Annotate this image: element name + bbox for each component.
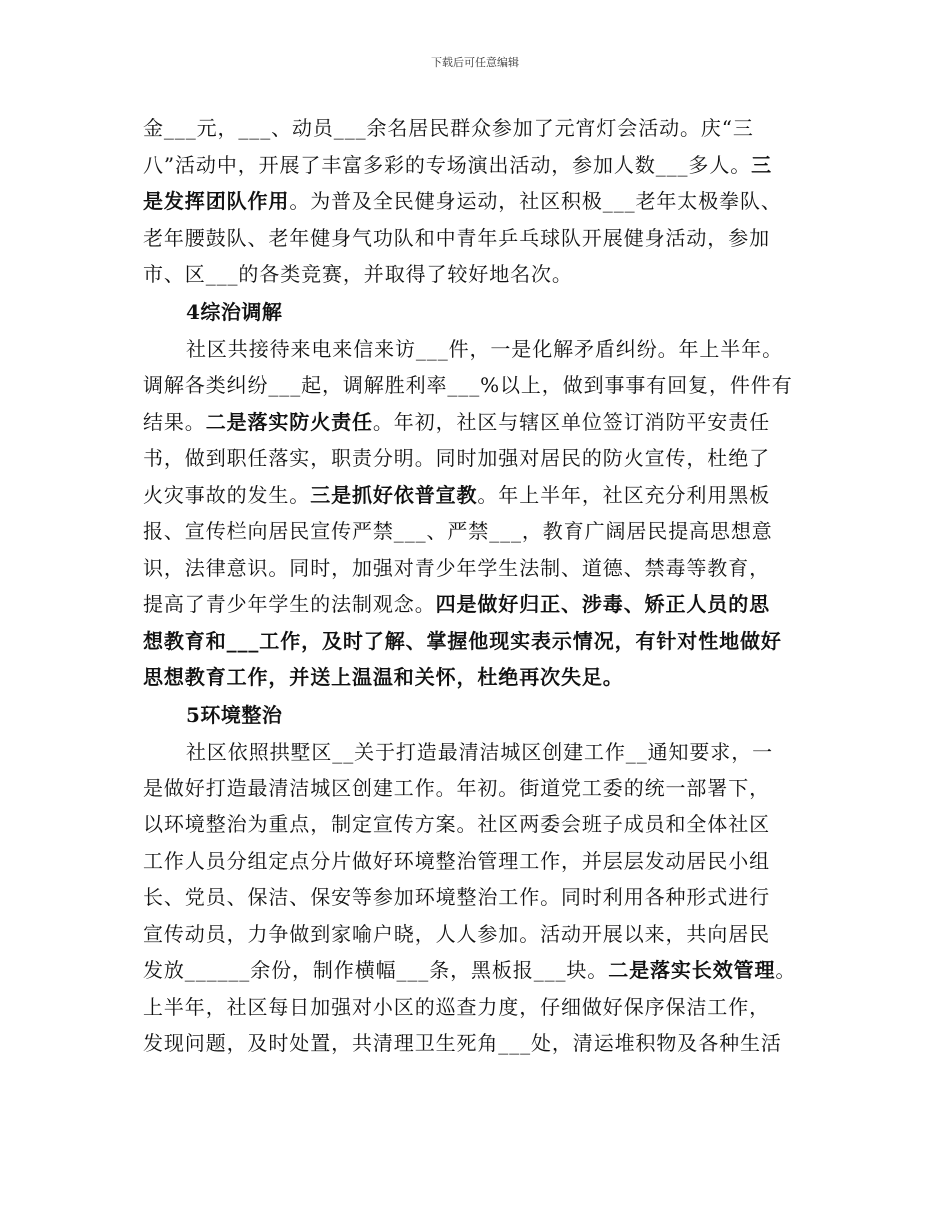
text-segment: 。年初，社区与辖区单位签订消防平安责任 [372, 410, 771, 434]
text-line [143, 116, 754, 140]
text-line [143, 776, 770, 800]
text-line [143, 519, 773, 543]
text-segment: 长、党员、保洁、保安等参加环境整治工作。同时利用各种形式进行 [143, 885, 770, 909]
text-line [143, 446, 770, 470]
text-segment: 市、区___的各类竞赛，并取得了较好地名次。 [143, 262, 573, 286]
text-segment: 金___元，___、动员___余名居民群众参加了元宵灯会活动。庆“三 [143, 116, 754, 140]
text-line [143, 226, 770, 250]
text-line [143, 373, 793, 397]
text-line [143, 629, 782, 653]
text-line [143, 262, 573, 286]
text-segment: 老年腰鼓队、老年健身气功队和中青年乒乓球队开展健身活动，参加 [143, 226, 770, 250]
text-segment: 结果。 [143, 410, 206, 434]
text-line [143, 153, 772, 177]
text-segment: 。 [775, 958, 797, 982]
text-segment: 报、宣传栏向居民宣传严禁___、严禁___，教育广阔居民提高思想意 [143, 519, 773, 543]
section-heading [186, 300, 282, 324]
section-heading [186, 703, 282, 727]
text-line [143, 592, 770, 616]
bold-text: 是发挥团队作用 [143, 189, 290, 213]
text-segment: 调解各类纠纷___起，调解胜利率___%以上，做到事事有回复，件件有 [143, 373, 793, 397]
text-line [143, 995, 770, 1019]
text-line [143, 1031, 782, 1055]
text-line [143, 189, 782, 213]
text-segment: 工作人员分组定点分片做好环境整治管理工作，并层层发动居民小组 [143, 849, 770, 873]
text-segment: 以环境整治为重点，制定宣传方案。社区两委会班子成员和全体社区 [143, 812, 770, 836]
text-segment: 识，法律意识。同时，加强对青少年学生法制、道德、禁毒等教育， [143, 556, 770, 580]
text-segment: 是做好打造最清洁城区创建工作。年初。街道党工委的统一部署下， [143, 776, 770, 800]
text-line [143, 922, 770, 946]
text-line [143, 483, 770, 507]
bold-text: 4综治调解 [186, 300, 283, 324]
text-segment: 社区依照拱墅区__关于打造最清洁城区创建工作__通知要求，一 [186, 740, 773, 764]
bold-text: 二是落实防火责任 [205, 410, 373, 434]
text-segment: 书，做到职任落实，职责分明。同时加强对居民的防火宣传，杜绝了 [143, 446, 770, 470]
bold-text: 5环境整治 [186, 703, 283, 727]
page-header: 下载后可任意编辑 [431, 56, 519, 69]
text-line [186, 740, 773, 764]
text-line [186, 337, 783, 361]
text-segment: 社区共接待来电来信来访___件，一是化解矛盾纠纷。年上半年。 [186, 337, 783, 361]
bold-text: 思想教育工作，并送上温温和关怀，杜绝再次失足。 [143, 665, 624, 689]
text-line [143, 958, 796, 982]
text-segment: 上半年，社区每日加强对小区的巡查力度，仔细做好保序保洁工作， [143, 995, 770, 1019]
text-segment: 八”活动中，开展了丰富多彩的专场演出活动，参加人数___多人。 [143, 153, 752, 177]
text-line [143, 410, 770, 434]
text-segment: 发放______余份，制作横幅___条，黑板报___块。 [143, 958, 609, 982]
bold-text: 三是抓好依普宣教 [310, 483, 478, 507]
text-line [143, 812, 770, 836]
text-line [143, 556, 770, 580]
text-segment: 。为普及全民健身运动，社区积极___老年太极拳队、 [289, 189, 782, 213]
text-segment: 火灾事故的发生。 [143, 483, 311, 507]
text-line [143, 849, 770, 873]
bold-text: 二是落实长效管理 [608, 958, 776, 982]
bold-text: 想教育和___工作，及时了解、掌握他现实表示情况，有针对性地做好 [143, 629, 782, 653]
text-segment: 发现问题，及时处置，共清理卫生死角___处，清运堆积物及各种生活 [143, 1031, 782, 1055]
bold-text: 四是做好归正、涉毒、矫正人员的思 [435, 592, 771, 616]
text-segment: 提高了青少年学生的法制观念。 [143, 592, 436, 616]
text-line [143, 885, 770, 909]
bold-text: 三 [751, 153, 773, 177]
text-segment: 。年上半年，社区充分利用黑板 [477, 483, 771, 507]
text-line [143, 665, 624, 689]
text-segment: 宣传动员，力争做到家喻户晓，人人参加。活动开展以来，共向居民 [143, 922, 770, 946]
